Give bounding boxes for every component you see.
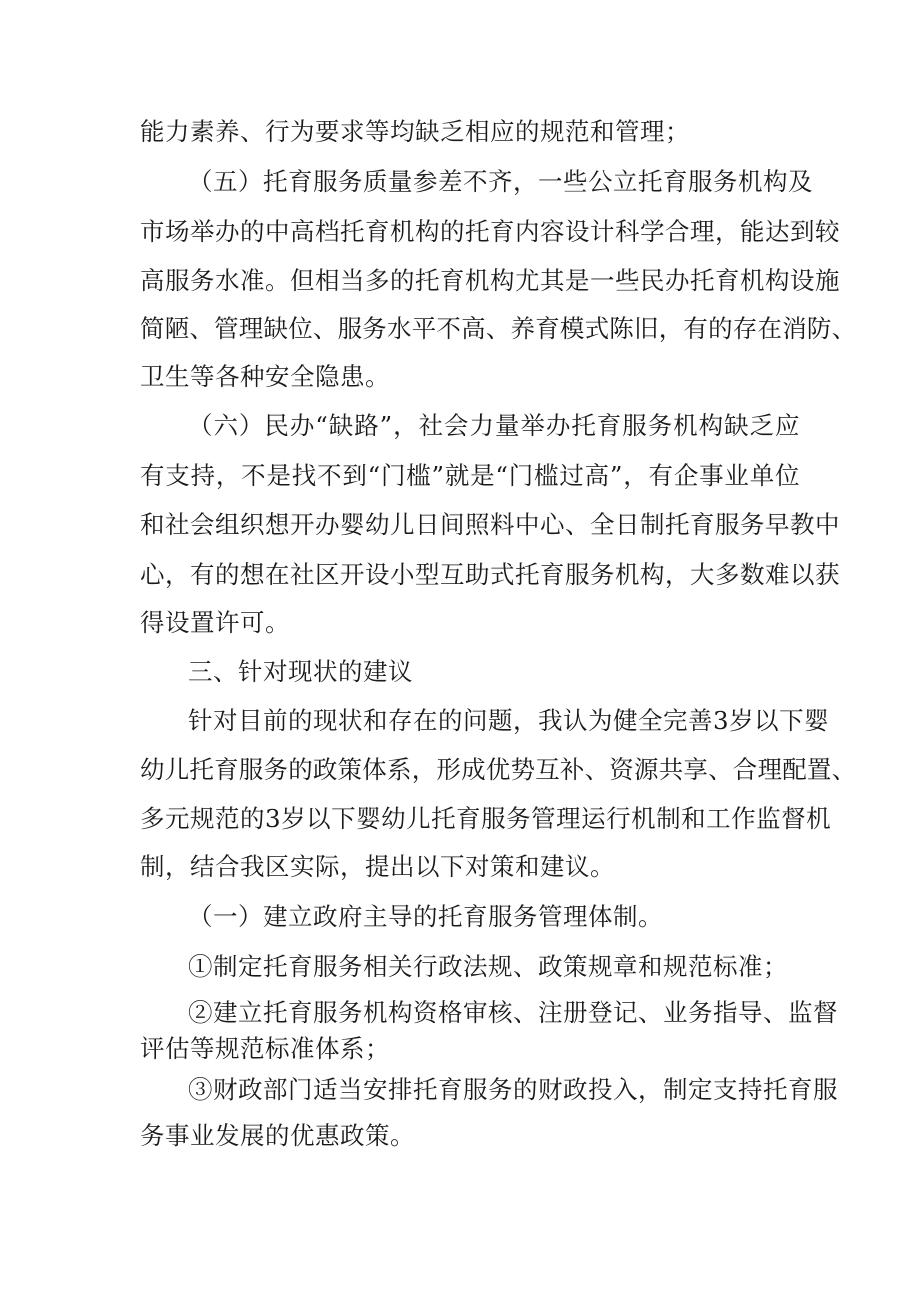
list-item: ③财政部门适当安排托育服务的财政投入，制定支持托育服 bbox=[188, 1075, 838, 1104]
text-line: （五）托育服务质量参差不齐，一些公立托育服务机构及 bbox=[188, 167, 813, 196]
text-line: 针对目前的现状和存在的问题，我认为健全完善3岁以下婴 bbox=[188, 706, 830, 735]
list-item: ①制定托育服务相关行政法规、政策规章和规范标准； bbox=[188, 952, 788, 981]
text-line: （六）民办“缺路”，社会力量举办托育服务机构缺乏应 bbox=[188, 411, 800, 440]
text-line: 心，有的想在社区开设小型互助式托育服务机构，大多数难以获 bbox=[140, 560, 840, 589]
subsection-heading: （一）建立政府主导的托育服务管理体制。 bbox=[188, 902, 663, 931]
text-line: 能力素养、行为要求等均缺乏相应的规范和管理； bbox=[140, 117, 690, 146]
text-line: 幼儿托育服务的政策体系，形成优势互补、资源共享、合理配置、 bbox=[140, 755, 857, 784]
text-line: 得设置许可。 bbox=[140, 608, 290, 637]
text-line: 务事业发展的优惠政策。 bbox=[140, 1121, 415, 1150]
text-line: 制，结合我区实际，提出以下对策和建议。 bbox=[140, 852, 615, 881]
text-line: 市场举办的中高档托育机构的托育内容设计科学合理，能达到较 bbox=[140, 217, 840, 246]
text-line: 多元规范的3岁以下婴幼儿托育服务管理运行机制和工作监督机 bbox=[140, 804, 832, 833]
section-heading: 三、针对现状的建议 bbox=[188, 657, 413, 686]
text-line: 高服务水准。但相当多的托育机构尤其是一些民办托育机构设施 bbox=[140, 266, 840, 295]
text-line: 简陋、管理缺位、服务水平不高、养育模式陈旧，有的存在消防、 bbox=[140, 314, 857, 343]
text-line: 卫生等各种安全隐患。 bbox=[140, 362, 390, 391]
text-line: 有支持，不是找不到“门槛”就是“门槛过高”，有企事业单位 bbox=[140, 461, 800, 490]
text-line: 和社会组织想开办婴幼儿日间照料中心、全日制托育服务早教中 bbox=[140, 510, 840, 539]
list-item: ②建立托育服务机构资格审核、注册登记、业务指导、监督 bbox=[188, 998, 838, 1027]
text-line: 评估等规范标准体系； bbox=[140, 1034, 390, 1063]
